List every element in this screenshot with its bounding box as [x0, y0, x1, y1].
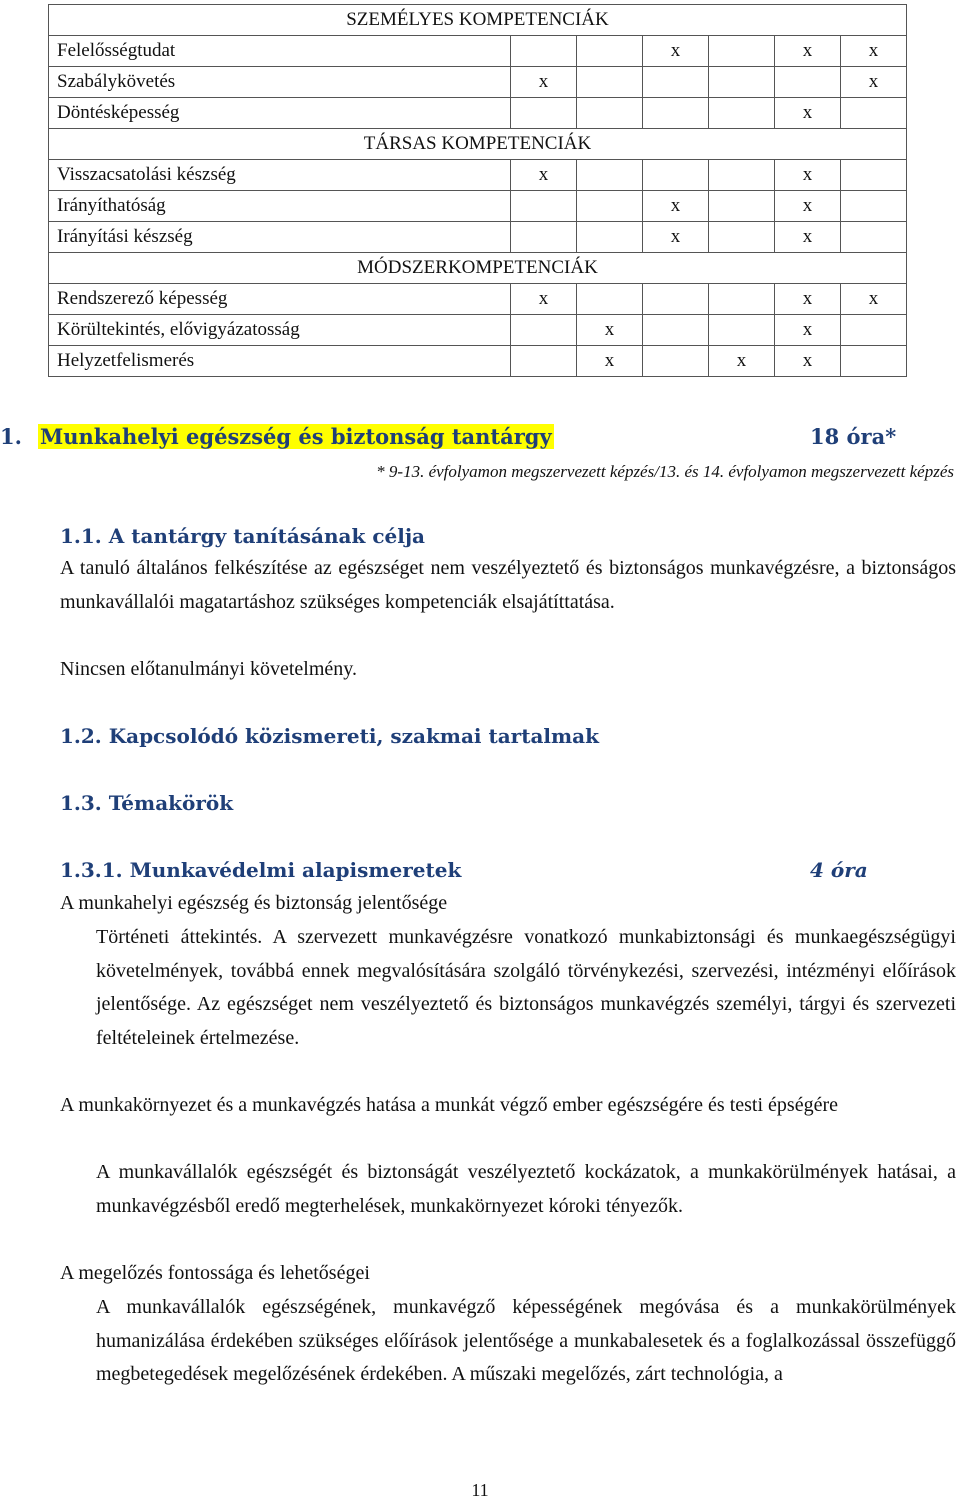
- competency-mark: [577, 160, 643, 191]
- competency-mark: [643, 284, 709, 315]
- competency-label: Körültekintés, elővigyázatosság: [49, 315, 511, 346]
- competency-mark: [709, 191, 775, 222]
- competency-mark: [841, 346, 907, 377]
- competency-mark: x: [775, 346, 841, 377]
- competency-mark: [709, 160, 775, 191]
- competency-mark: [511, 315, 577, 346]
- competency-mark: [511, 191, 577, 222]
- competency-mark: [577, 98, 643, 129]
- table-row: [49, 160, 907, 191]
- competency-mark: x: [643, 222, 709, 253]
- competency-mark: [841, 315, 907, 346]
- topic-heading: [60, 858, 868, 882]
- topic-title: 1.3.1. Munkavédelmi alapismeretek: [60, 858, 462, 882]
- prerequisite-text: Nincsen előtanulmányi követelmény.: [60, 658, 357, 680]
- competency-mark: [709, 98, 775, 129]
- competency-label: Szabálykövetés: [49, 67, 511, 98]
- section-hours: 18 óra*: [810, 424, 897, 449]
- competency-mark: x: [841, 67, 907, 98]
- competency-mark: x: [577, 315, 643, 346]
- competency-mark: [643, 160, 709, 191]
- goal-heading: 1.1. A tantárgy tanításának célja: [60, 524, 426, 548]
- competency-mark: x: [709, 346, 775, 377]
- table-row: [49, 284, 907, 315]
- competency-label: Irányítási készség: [49, 222, 511, 253]
- section-title: Munkahelyi egészség és biztonság tantárgy: [40, 424, 552, 449]
- competency-mark: x: [775, 98, 841, 129]
- goal-text: A tanuló általános felkészítése az egészséget nem veszélyeztető és biztonságos munkavégzésre, a biztonságos munkavállalói magatartáshoz szükséges kompetenciák elsajátíttatása.: [60, 557, 956, 613]
- subtopic-text: A munkavállalók egészségét és biztonságát veszélyeztető kockázatok, a munkakörülmények hatásai, a munkavégzésből eredő megterhelések, munkakörnyezet kóroki tényezők.: [96, 1161, 956, 1217]
- competency-label: Irányíthatóság: [49, 191, 511, 222]
- section-number: 1.: [0, 424, 22, 449]
- competency-mark: [841, 160, 907, 191]
- competency-table: [48, 4, 907, 377]
- competency-label: Helyzetfelismerés: [49, 346, 511, 377]
- competency-mark: [709, 36, 775, 67]
- subtopic-text: Történeti áttekintés. A szervezett munkavégzésre vonatkozó munkabiztonsági és munkaegészségügyi követelmények, továbbá ennek megvalósítására szolgáló törvénykezési, szervezési, intézményi előírások jelentősége. Az egészséget nem veszélyeztető és biztonságos munkavégzés személyi, tárgyi és szervezeti feltételeinek értelmezése.: [96, 926, 956, 1049]
- table-row: [49, 36, 907, 67]
- competency-mark: x: [775, 191, 841, 222]
- competency-mark: [577, 284, 643, 315]
- competency-label: Visszacsatolási készség: [49, 160, 511, 191]
- competency-mark: [511, 222, 577, 253]
- table-section-heading: MÓDSZERKOMPETENCIÁK: [49, 253, 907, 284]
- table-row: [49, 315, 907, 346]
- section-note: * 9-13. évfolyamon megszervezett képzés/13. és 14. évfolyamon megszervezett képzés: [376, 462, 954, 481]
- table-section-heading: TÁRSAS KOMPETENCIÁK: [49, 129, 907, 160]
- competency-mark: [577, 191, 643, 222]
- competency-mark: [643, 346, 709, 377]
- table-row: [49, 98, 907, 129]
- competency-label: Felelősségtudat: [49, 36, 511, 67]
- competency-mark: [511, 346, 577, 377]
- table-section-row: [49, 129, 907, 160]
- competency-mark: x: [643, 36, 709, 67]
- competency-mark: [511, 98, 577, 129]
- competency-mark: x: [577, 346, 643, 377]
- topic-hours: 4 óra: [810, 858, 868, 882]
- competency-label: Rendszerező képesség: [49, 284, 511, 315]
- competency-mark: x: [511, 284, 577, 315]
- subtopic-title: A munkahelyi egészség és biztonság jelentősége: [60, 892, 448, 914]
- table-row: [49, 67, 907, 98]
- competency-mark: x: [775, 160, 841, 191]
- competency-mark: x: [511, 160, 577, 191]
- table-row: [49, 191, 907, 222]
- table-row: [49, 222, 907, 253]
- competency-mark: [775, 67, 841, 98]
- table-section-heading: SZEMÉLYES KOMPETENCIÁK: [49, 5, 907, 36]
- competency-mark: [643, 67, 709, 98]
- competency-mark: [577, 67, 643, 98]
- competency-mark: x: [775, 36, 841, 67]
- competency-mark: [841, 98, 907, 129]
- competency-label: Döntésképesség: [49, 98, 511, 129]
- competency-mark: x: [841, 36, 907, 67]
- competency-mark: [577, 36, 643, 67]
- competency-mark: x: [643, 191, 709, 222]
- subtopic-text: A munkavállalók egészségének, munkavégző képességének megóvása és a munkakörülmények humanizálása érdekében szükséges előírások jelentősége a munkabalesetek és a foglalkozással összefüggő megbetegedések megelőzésének érdekében. A műszaki megelőzés, zárt technológia, a: [96, 1296, 956, 1385]
- competency-table-body: [49, 5, 907, 377]
- subtopic-title: A megelőzés fontossága és lehetőségei: [60, 1262, 370, 1284]
- competency-mark: [643, 315, 709, 346]
- subtopic-title: A munkakörnyezet és a munkavégzés hatása a munkát végző ember egészségére és testi épségére: [60, 1094, 838, 1116]
- competency-mark: x: [775, 315, 841, 346]
- page-number: 11: [471, 1480, 489, 1500]
- competency-mark: [841, 222, 907, 253]
- competency-mark: [577, 222, 643, 253]
- competency-mark: [511, 36, 577, 67]
- competency-mark: [709, 315, 775, 346]
- competency-mark: [709, 222, 775, 253]
- competency-mark: [841, 191, 907, 222]
- topics-heading: 1.3. Témakörök: [60, 791, 234, 815]
- competency-mark: x: [511, 67, 577, 98]
- competency-mark: [643, 98, 709, 129]
- competency-mark: [709, 284, 775, 315]
- competency-mark: [709, 67, 775, 98]
- table-section-row: [49, 253, 907, 284]
- table-section-row: [49, 5, 907, 36]
- competency-mark: x: [775, 222, 841, 253]
- competency-mark: x: [841, 284, 907, 315]
- competency-mark: x: [775, 284, 841, 315]
- related-content-heading: 1.2. Kapcsolódó közismereti, szakmai tartalmak: [60, 724, 599, 748]
- table-row: [49, 346, 907, 377]
